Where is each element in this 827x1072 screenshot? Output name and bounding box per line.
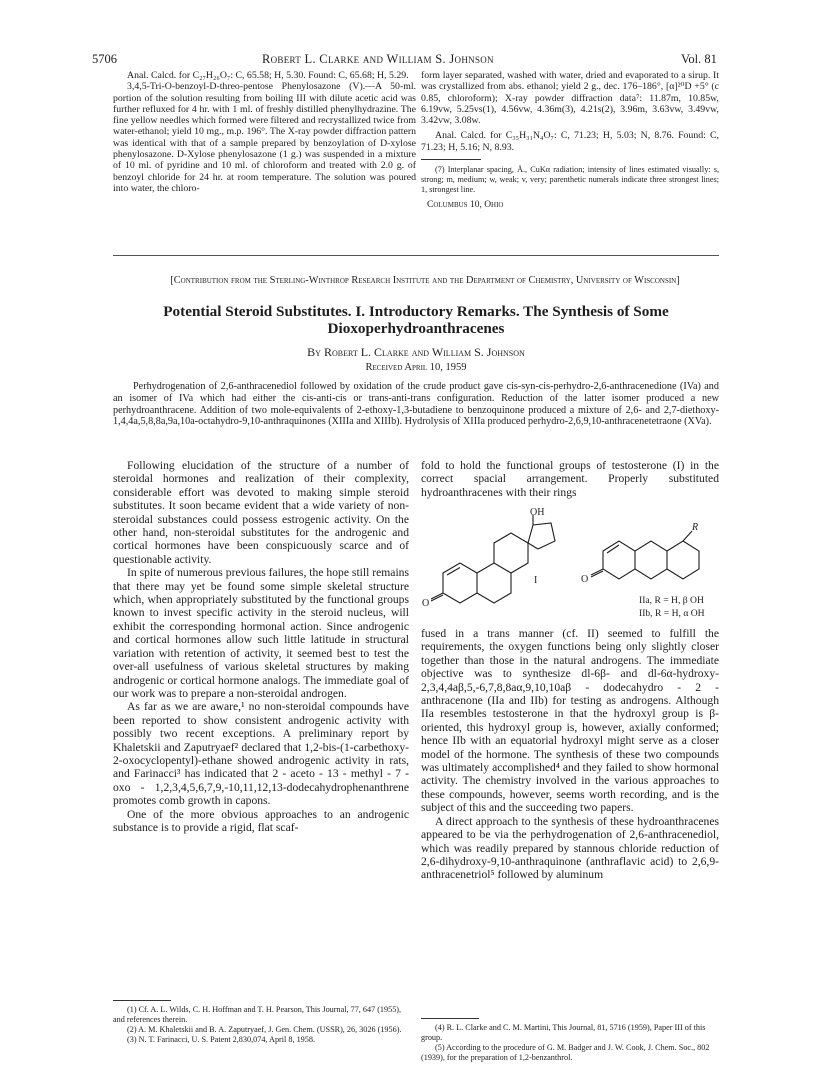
intro-paragraph-2: In spite of numerous previous failures, the hope still remains that there may yet be found some simple skeletal structure which, when appropriately substituted by the functional groups known to invest specific activity in the steroid nucleus, will exhibit the corresponding hormonal action. Since androgenic and cortical hormones allow such little latitude in structural variation with retention of activity, it seemed best to test the over-all usefulness of various skeletal structures by making androgenic or cortical hormone analogs. The immediate goal of our work was to prepare a non-steroidal androgen. (113, 566, 409, 700)
footnote-2: (2) A. M. Khaletskii and B. A. Zaputryaef, J. Gen. Chem. (USSR), 26, 3026 (1956). (127, 1025, 402, 1034)
running-head-authors: Robert L. Clarke and William S. Johnson (262, 52, 494, 66)
right-footnotes (421, 1023, 719, 1063)
body-paragraph-5: fused in a trans manner (cf. II) seemed to fulfill the requirements, the oxygen functions being only slightly closer together than those in the natural androgens. The immediate objective was to synthesize dl-6β- and dl-6α-hydroxy-2,3,4,4aβ,5,-6,7,8,8aα,9,10,10aβ - dodecahydro - 2 - anthracenone (IIa and IIb) for testing as androgens. Although IIa resembles testosterone in that the hydroxyl group is β-oriented, this hydroxyl group is, however, axially conformed; hence IIb with an equatorial hydroxyl might serve as a closer model of the hormone. The synthesis of these two compounds was ultimately accomplished⁴ and they failed to show hormonal activity. The chemistry involved in the various approaches to these compounds, however, seems worth recording, and is the subject of this and the succeeding two papers. (421, 627, 719, 815)
analysis-paragraph-2: Anal. Calcd. for C₃₅H₃₁N₄O₇: C, 71.23; H, 5.03; N, 8.76. Found: C, 71.23; H, 5.16; N, 8.93. (421, 130, 719, 153)
intro-paragraph-4: One of the more obvious approaches to an androgenic substance is to provide a rigid, flat scaf- (113, 807, 409, 834)
label-IIb: IIb, R = H, α OH (639, 608, 705, 619)
footnote-rule-right (421, 1018, 479, 1019)
article-title: Potential Steroid Substitutes. I. Introductory Remarks. The Synthesis of Some Dioxoperhydroanthracenes (163, 303, 669, 337)
oh-label: OH (530, 507, 545, 518)
intro-paragraph-3: As far as we are aware,¹ no non-steroidal compounds have been reported to show consistent androgenic activity with possibly two recent exceptions. A preliminary report by Khaletskii and Zaputryaef² declared that 1,2-bis-(1-carbethoxy-2-oxocyclopentyl)-ethane showed androgenic activity in rats, and Farinacci³ has indicated that 2 - aceto - 13 - methyl - 7 - oxo - 1,2,3,4,5,6,7,9,-10,11,12,13-dodecahydrophenanthrene promotes comb growth in capons. (113, 700, 409, 808)
right-column-top: fold to hold the functional groups of testosterone (I) in the correct spacial arrangement. Properly substituted hydroanthracenes with their rings (421, 459, 719, 499)
volume-label: Vol. 81 (681, 52, 717, 66)
compound-label-I: I (534, 575, 538, 586)
hydroanthracenone-structure (591, 531, 699, 579)
footnote-4: (4) R. L. Clarke and C. M. Martini, This Journal, 81, 5716 (1959), Paper III of this group. (421, 1023, 706, 1042)
main-right-column (421, 627, 719, 882)
analysis-paragraph: Anal. Calcd. for C₂₇H₂₆O₇: C, 65.58; H, 5.30. Found: C, 65.68; H, 5.29. (127, 70, 409, 81)
footnote-3: (3) N. T. Farinacci, U. S. Patent 2,830,074, April 8, 1958. (127, 1035, 315, 1044)
intro-paragraph-1: Following elucidation of the structure of a number of steroidal hormones and realization of their complexity, considerable effort was devoted to making simple steroid substitutes. It soon became evident that a wide variety of non-steroidal substances could possess estrogenic activity. On the other hand, non-steroidal substitutes for the androgenic and cortical hormones have been conspicuously scarce and of questionable activity. (113, 459, 409, 566)
structure-figure (421, 503, 719, 621)
top-left-column (113, 70, 416, 194)
left-footnotes (113, 1005, 409, 1045)
r-label: R (692, 522, 699, 533)
footnote-7: (7) Interplanar spacing, Å., CuKα radiation; intensity of lines estimated visually: s, strong; m, medium; w, weak; v, very; parenthetic numerals indicate three strongest lines; 1, strongest line. (421, 165, 719, 195)
byline: By Robert L. Clarke and William S. Johnson (307, 345, 525, 359)
received-date: Received April 10, 1959 (365, 362, 467, 373)
label-IIa: IIa, R = H, β OH (639, 595, 704, 606)
top-right-column (421, 70, 719, 211)
section-divider (113, 255, 719, 256)
oxo-label-right: O (581, 574, 589, 585)
abstract: Perhydrogenation of 2,6-anthracenediol followed by oxidation of the crude product gave cis-syn-cis-perhydro-2,6-anthracenedione (IVa) and an isomer of IVa which had either the cis-anti-cis or trans-anti-trans configuration. Reduction of the latter isomer produced a new perhydroanthracene. Addition of two mole-equivalents of 2-ethoxy-1,3-butadiene to benzoquinone produced a mixture of 2,6- and 2,7-diethoxy-1,4,4a,5,8,8a,9a,10a-octahydro-9,10-anthraquinones (XIIIa and XIIIb). Hydrolysis of XIIIa produced perhydro-2,6,9,10-anthracenetetraone (XVa). (113, 381, 719, 428)
footnote-rule-left (113, 1000, 171, 1001)
page-number: 5706 (92, 52, 117, 66)
experimental-paragraph: 3,4,5-Tri-O-benzoyl-D-threo-pentose Phenylosazone (V).—A 50-ml. portion of the solution resulting from boiling III with dilute acetic acid was further refluxed for 4 hr. with 1 ml. of freshly distilled phenylhydrazine. The fine yellow needles which formed were filtered and recrystallized twice from water-ethanol; yield 10 mg., m.p. 196°. The X-ray powder diffraction pattern was identical with that of a sample prepared by benzoylation of D-xylose phenylosazone. D-Xylose phenylosazone (1 g.) was suspended in a mixture of 10 ml. of pyridine and 10 ml. of chloroform and treated with 2.0 g. of benzoyl chloride for 24 hr. at room temperature. The solution was poured into water, the chloro- (113, 81, 416, 194)
footnote-5: (5) According to the procedure of G. M. Badger and J. W. Cook, J. Chem. Soc., 802 (1939), for the preparation of 1,2-benzanthrol. (421, 1043, 710, 1062)
main-left-column (113, 459, 409, 834)
location-line: Columbus 10, Ohio (427, 200, 504, 211)
continuation-paragraph: form layer separated, washed with water, dried and evaporated to a sirup. It was crystallized from abs. ethanol; yield 2 g., dec. 176–186°, [α]²⁰D +5° (c 0.85, chloroform); X-ray powder diffraction data⁷: 11.87m, 10.85w, 6.19vw, 5.25vs(1), 4.56vw, 4.36m(3), 4.21s(2), 3.96m, 3.63vw, 3.49vw, 3.42vw, 3.08w. (421, 70, 719, 127)
testosterone-structure (431, 515, 555, 603)
contribution-line: [Contribution from the Sterling-Winthrop Research Institute and the Department of Chemistry, University of Wisconsin] (170, 275, 680, 286)
oxo-label-left: O (422, 598, 430, 609)
body-paragraph-6: A direct approach to the synthesis of these hydroanthracenes appeared to be via the perhydrogenation of 2,6-anthracenediol, which was readily prepared by stannous chloride reduction of 2,6-dihydroxy-9,10-anthraquinone (anthraflavic acid) to 2,6,9-anthracenetriol⁵ followed by aluminum (421, 814, 719, 882)
footnote-1: (1) Cf. A. L. Wilds, C. H. Hoffman and T. H. Pearson, This Journal, 77, 647 (1955), and references therein. (113, 1005, 402, 1024)
